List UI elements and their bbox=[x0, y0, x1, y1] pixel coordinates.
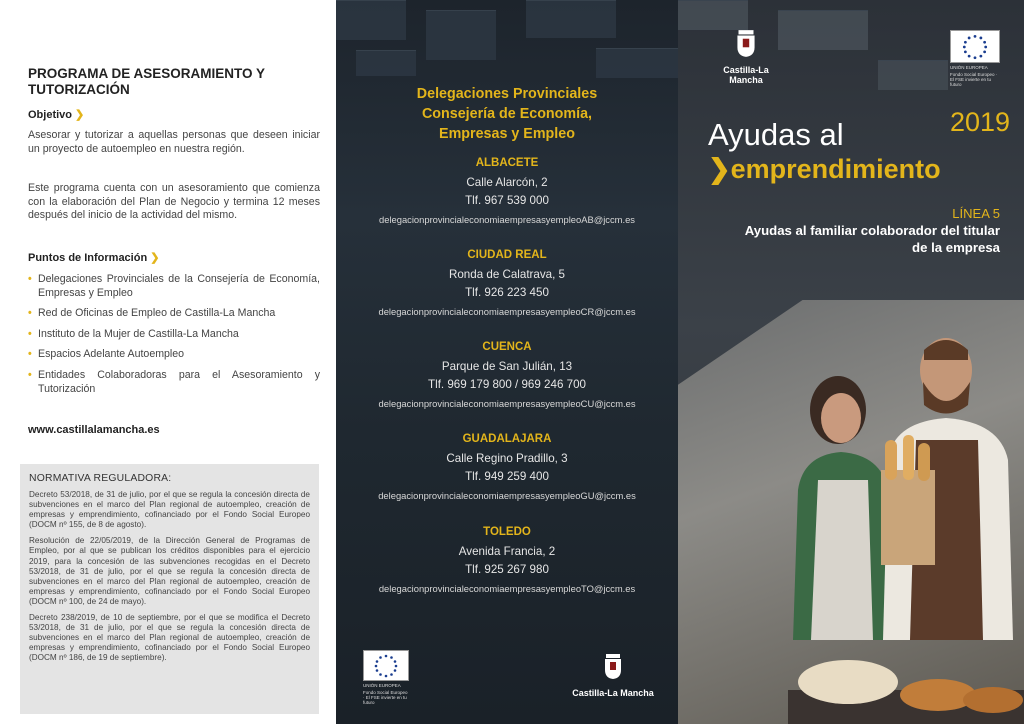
cover-title-line-1: Ayudas al bbox=[708, 117, 844, 152]
delegacion-city: GUADALAJARA bbox=[462, 433, 552, 445]
middle-panel bbox=[336, 0, 678, 724]
background-cube bbox=[526, 0, 616, 38]
delegacion-phone: Tlf. 925 267 980 bbox=[465, 562, 549, 576]
background-cube bbox=[356, 50, 416, 76]
bread-table bbox=[788, 640, 1024, 724]
clm-label: Castilla-La Mancha bbox=[723, 65, 769, 85]
clm-coat-of-arms-icon bbox=[603, 652, 623, 680]
delegacion-address: Avenida Francia, 2 bbox=[458, 545, 556, 558]
eu-logo bbox=[363, 650, 409, 705]
website-link[interactable]: www.castillalamancha.es bbox=[28, 424, 160, 436]
linea-label: LÍNEA 5 bbox=[952, 206, 1000, 221]
cover-subtitle: Ayudas al familiar colaborador del titular de la empresa bbox=[744, 223, 1000, 255]
list-item: • Entidades Colaboradoras para el Asesoramiento y Tutorización bbox=[28, 369, 320, 396]
objetivo-paragraph-2: Este programa cuenta con un asesoramiento que comienza con la elaboración del Plan de Negocio y termina 12 meses después del inicio de la actividad del mismo. bbox=[28, 182, 320, 222]
background-cube bbox=[426, 10, 496, 60]
puntos-heading bbox=[28, 251, 159, 264]
delegacion-email[interactable]: delegacionprovincialeconomiaempresasyempleoCR@jccm.es bbox=[378, 306, 636, 317]
clm-logo-middle bbox=[568, 652, 658, 698]
puntos-heading-label: Puntos de Información bbox=[28, 252, 148, 264]
eu-flag-icon bbox=[363, 650, 409, 681]
normativa-paragraph-1: Decreto 53/2018, de 31 de julio, por el que se regula la concesión directa de subvenciones en el marco del Plan regional de autoempleo, creación de empresas y emprendimiento, cofinanciado por el Fondo Social Europeo (DOCM nº 155, de 8 de agosto). bbox=[29, 490, 310, 530]
clm-label: Castilla-La Mancha bbox=[572, 688, 654, 698]
delegacion-city: TOLEDO bbox=[483, 526, 531, 538]
eu-caption: UNIÓN EUROPEA bbox=[950, 65, 988, 70]
delegacion-ciudad-real bbox=[336, 249, 678, 317]
chevron-right-icon: ❯ bbox=[708, 154, 731, 184]
delegacion-albacete bbox=[336, 157, 678, 225]
background-cube bbox=[596, 48, 678, 78]
delegacion-email[interactable]: delegacionprovincialeconomiaempresasyempleoTO@jccm.es bbox=[378, 583, 636, 594]
clm-coat-of-arms-icon bbox=[735, 28, 757, 58]
eu-logo bbox=[950, 30, 1000, 87]
cover-title-line-2 bbox=[708, 154, 941, 185]
clm-logo-right bbox=[706, 28, 786, 85]
delegaciones-title bbox=[336, 84, 678, 144]
delegacion-email[interactable]: delegacionprovincialeconomiaempresasyempleoAB@jccm.es bbox=[379, 214, 635, 225]
cover-photo bbox=[678, 300, 1024, 724]
year-label: 2019 bbox=[950, 107, 1011, 137]
objetivo-heading bbox=[28, 108, 84, 121]
eu-caption-sub: Fondo Social Europeo · El FSE invierte en tu futuro bbox=[950, 72, 998, 87]
objetivo-paragraph-1: Asesorar y tutorizar a aquellas personas que deseen iniciar un proyecto de autoempleo en nuestra región. bbox=[28, 129, 320, 155]
left-panel bbox=[0, 0, 336, 724]
delegacion-city: CIUDAD REAL bbox=[467, 249, 547, 261]
delegacion-address: Calle Alarcón, 2 bbox=[466, 176, 548, 189]
delegacion-toledo bbox=[336, 526, 678, 594]
delegaciones-title-line: Empresas y Empleo bbox=[439, 126, 575, 142]
puntos-list bbox=[28, 273, 320, 403]
right-panel bbox=[678, 0, 1024, 724]
delegacion-email[interactable]: delegacionprovincialeconomiaempresasyempleoGU@jccm.es bbox=[378, 490, 636, 501]
eu-caption-sub: Fondo Social Europeo · El FSE invierte en tu futuro bbox=[363, 690, 408, 705]
normativa-title: NORMATIVA REGULADORA: bbox=[29, 473, 172, 484]
background-cube bbox=[336, 0, 406, 40]
delegaciones-title-line: Consejería de Economía, bbox=[421, 106, 593, 122]
delegacion-city: CUENCA bbox=[482, 341, 532, 353]
normativa-box bbox=[20, 464, 319, 714]
eu-flag-icon bbox=[950, 30, 1000, 63]
cover-title-word: emprendimiento bbox=[730, 154, 941, 184]
delegacion-email[interactable]: delegacionprovincialeconomiaempresasyempleoCU@jccm.es bbox=[378, 398, 636, 409]
background-cube bbox=[778, 10, 868, 50]
delegacion-guadalajara bbox=[336, 433, 678, 501]
objetivo-heading-label: Objetivo bbox=[28, 109, 73, 121]
delegacion-phone: Tlf. 949 259 400 bbox=[465, 469, 549, 483]
delegacion-phone: Tlf. 969 179 800 / 969 246 700 bbox=[428, 377, 586, 391]
background-cube bbox=[878, 60, 948, 90]
delegacion-phone: Tlf. 967 539 000 bbox=[465, 193, 549, 207]
list-item: • Red de Oficinas de Empleo de Castilla-La Mancha bbox=[28, 307, 320, 321]
delegaciones-title-line: Delegaciones Provinciales bbox=[416, 86, 598, 102]
normativa-paragraph-3: Decreto 238/2019, de 10 de septiembre, por el que se modifica el Decreto 53/2018, de 31 de julio, por el que se regula la concesión directa de subvenciones en el marco del Plan regional de autoempleo, creación de empresas y emprendimiento, cofinanciado por el Fondo Social Europeo (DOCM nº 186, de 19 de septiembre). bbox=[29, 613, 310, 663]
chevron-right-icon: ❯ bbox=[75, 109, 85, 121]
eu-caption: UNIÓN EUROPEA bbox=[363, 683, 401, 688]
list-item: • Espacios Adelante Autoempleo bbox=[28, 348, 320, 362]
program-title: PROGRAMA DE ASESORAMIENTO Y TUTORIZACIÓN bbox=[28, 66, 265, 97]
list-item: • Instituto de la Mujer de Castilla-La Mancha bbox=[28, 328, 320, 342]
delegacion-city: ALBACETE bbox=[475, 157, 539, 169]
background-cube bbox=[678, 0, 748, 30]
delegacion-address: Ronda de Calatrava, 5 bbox=[448, 268, 565, 281]
normativa-paragraph-2: Resolución de 22/05/2019, de la Dirección General de Programas de Empleo, por al que se publican los créditos disponibles para el ejercicio 2019, para la concesión de las subvenciones recogidas en el Decreto 53/2018, de 31 de julio, por el que se regula la concesión directa de subvenciones en el marco del Plan regional de autoempleo, creación de empresas y emprendimiento, cofinanciado por el Fondo Social Europeo (DOCM nº 100, de 24 de mayo). bbox=[29, 536, 310, 606]
delegacion-address: Parque de San Julián, 13 bbox=[441, 360, 573, 373]
delegacion-cuenca bbox=[336, 341, 678, 409]
list-item: • Delegaciones Provinciales de la Consejería de Economía, Empresas y Empleo bbox=[28, 273, 320, 300]
delegacion-address: Calle Regino Pradillo, 3 bbox=[446, 452, 568, 465]
bread-bag bbox=[873, 435, 943, 565]
chevron-right-icon: ❯ bbox=[150, 252, 160, 264]
delegacion-phone: Tlf. 926 223 450 bbox=[465, 285, 549, 299]
